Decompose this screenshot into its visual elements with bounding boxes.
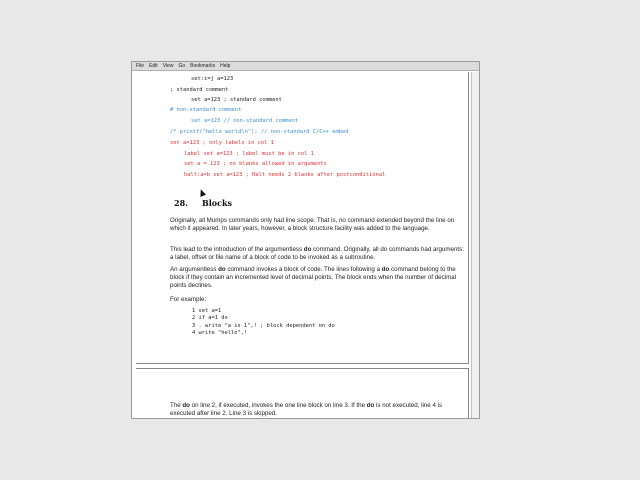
menu-edit[interactable]: Edit	[149, 62, 158, 69]
vertical-scrollbar[interactable]	[471, 72, 479, 419]
paragraph	[170, 402, 465, 418]
paragraph	[170, 246, 465, 262]
keyword-do: do	[366, 402, 375, 409]
document-page-next	[136, 368, 469, 419]
section-number: 28.	[174, 198, 188, 208]
paragraph: Originally, all Mumps commands only had line scope. That is, no command extended beyond the line on which it appeared. In later years, however, a block structure facility was added to the language.	[170, 217, 455, 232]
code-line: ; standard comment	[170, 87, 229, 93]
text-span: command. Originally, all do commands had arguments: a label, offset or file name of a block of code to be invoked as a subroutine.	[170, 246, 464, 261]
paragraph	[170, 266, 465, 290]
mouse-cursor-icon	[198, 188, 206, 197]
code-line: set a=123 // non-standard comment	[191, 118, 299, 124]
section-heading	[174, 198, 232, 208]
example-line: 3 . write "a is 1",! ; block dependent on do	[192, 323, 335, 329]
paragraph: For example:	[170, 296, 207, 303]
text-span: This lead to the introduction of the argumentless	[170, 246, 304, 253]
code-line: set a = 123 ; no blanks allowed in arguments	[184, 161, 327, 167]
code-line: label set a=123 ; label must be in col 1	[184, 151, 314, 157]
example-line: 1 set a=1	[192, 308, 222, 314]
code-line: set a=123 ; only labels in col 1	[170, 140, 274, 146]
text-span: command belong to the block if they contain an incremented level of decimal points. The block ends when the number of decimal points declines.	[170, 266, 457, 289]
text-span: is not executed, line 4 is executed after line 2. Line 3 is skipped.	[170, 402, 443, 417]
code-line: halt:a=b set a=123 ; Halt needs 2 blanks after postconditional	[184, 172, 386, 178]
menu-view[interactable]: View	[162, 62, 174, 69]
document-viewer-window	[131, 61, 480, 419]
section-title: Blocks	[202, 198, 233, 208]
code-line: set:i=j a=123	[191, 76, 234, 82]
text-span: command invokes a block of code. The lines following a	[225, 266, 382, 273]
menu-help[interactable]: Help	[220, 62, 231, 69]
code-line: /* printf("hello world\n"); // non-standard C/C++ embed	[170, 129, 349, 135]
menu-go[interactable]: Go	[178, 62, 186, 69]
menu-file[interactable]: File	[136, 62, 145, 69]
keyword-do: do	[381, 266, 390, 273]
text-span: An argumentless	[170, 266, 219, 273]
document-page	[136, 72, 469, 364]
example-line: 4 write "hello",!	[192, 330, 248, 336]
keyword-do: do	[182, 402, 190, 409]
menu-bookmarks[interactable]: Bookmarks	[190, 62, 216, 69]
keyword-do: do	[303, 246, 312, 253]
code-line: # non-standard comment	[170, 107, 242, 113]
example-line: 2 if a=1 do	[192, 315, 228, 321]
text-span: on line 2, if executed, invokes the one line block on line 3. If the	[189, 402, 367, 409]
menu-bar	[132, 62, 479, 71]
keyword-do: do	[218, 266, 226, 273]
text-span: The	[170, 402, 183, 409]
code-line: set a=123 ; standard comment	[191, 97, 282, 103]
